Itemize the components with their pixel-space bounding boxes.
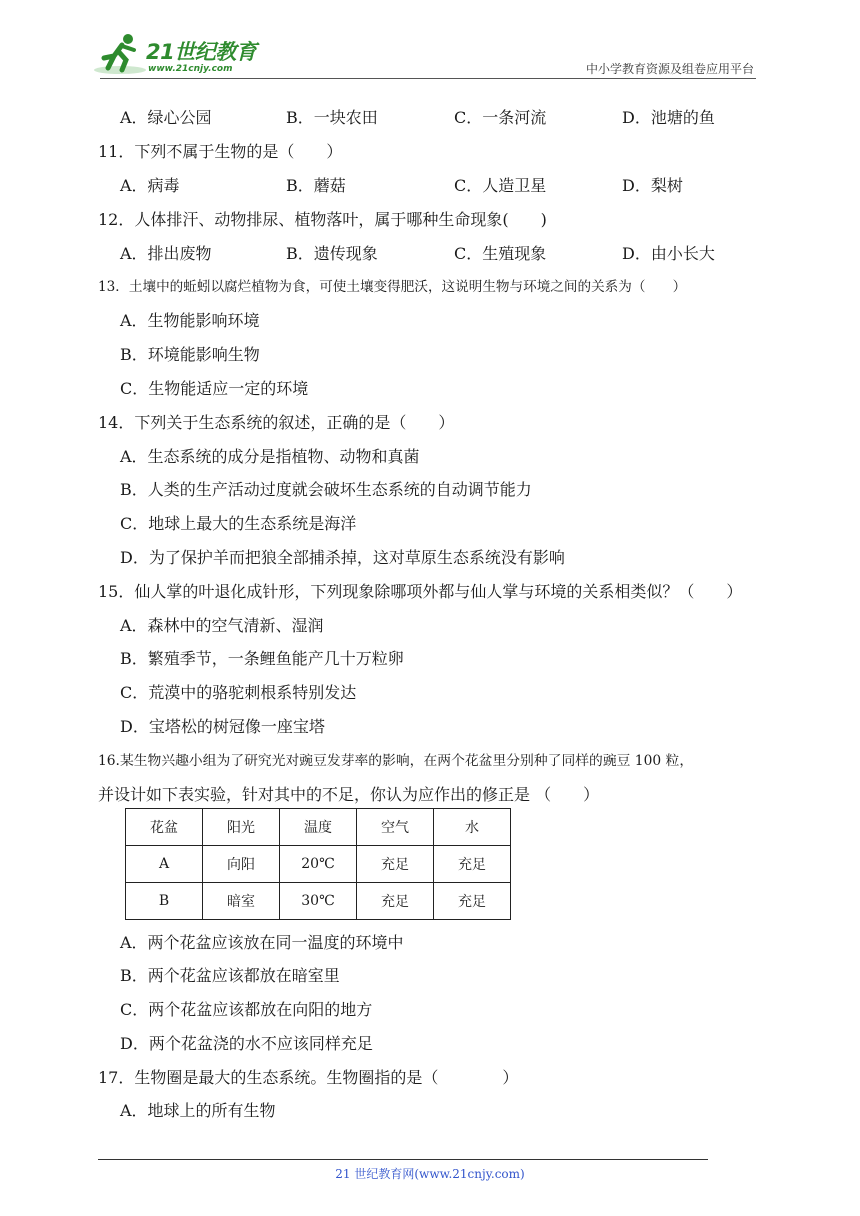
q12-option-b: B．遗传现象 xyxy=(286,244,378,263)
table-header-cell: 阳光 xyxy=(203,809,280,846)
runner-logo-icon xyxy=(92,30,148,76)
q15-stem: 15．仙人掌的叶退化成针形，下列现象除哪项外都与仙人掌与环境的关系相类似？（ ） xyxy=(98,582,743,601)
table-cell: B xyxy=(126,883,203,920)
q13-stem: 13．土壤中的蚯蚓以腐烂植物为食，可使土壤变得肥沃，这说明生物与环境之间的关系为（ ） xyxy=(98,279,687,295)
q14-option-a: A．生态系统的成分是指植物、动物和真菌 xyxy=(120,447,420,466)
q13-option-c: C．生物能适应一定的环境 xyxy=(120,379,309,398)
q16-stem-line1: 16.某生物兴趣小组为了研究光对豌豆发芽率的影响，在两个花盆里分别种了同样的豌豆 100 粒， xyxy=(98,753,694,769)
q11-stem: 11．下列不属于生物的是（ ） xyxy=(98,142,343,161)
table-cell: 充足 xyxy=(357,846,434,883)
q10-option-d: D．池塘的鱼 xyxy=(622,108,715,127)
q13-option-a: A．生物能影响环境 xyxy=(120,311,260,330)
q15-option-d: D．宝塔松的树冠像一座宝塔 xyxy=(120,717,325,736)
table-header-row xyxy=(126,809,511,846)
q17-stem: 17．生物圈是最大的生态系统。生物圈指的是（ ） xyxy=(98,1068,519,1087)
q16-option-b: B．两个花盆应该都放在暗室里 xyxy=(120,966,340,985)
logo-title: 21世纪教育 xyxy=(146,40,257,64)
q15-option-b: B．繁殖季节，一条鲤鱼能产几十万粒卵 xyxy=(120,649,404,668)
table-cell: 充足 xyxy=(357,883,434,920)
q15-option-a: A．森林中的空气清新、湿润 xyxy=(120,616,324,635)
q12-stem: 12．人体排汗、动物排尿、植物落叶，属于哪种生命现象( ) xyxy=(98,210,547,229)
q10-option-b: B．一块农田 xyxy=(286,108,378,127)
table-cell: 暗室 xyxy=(203,883,280,920)
q11-option-a: A．病毒 xyxy=(120,176,180,195)
table-cell: 20℃ xyxy=(280,846,357,883)
page-header xyxy=(0,0,860,82)
q10-option-c: C．一条河流 xyxy=(454,108,547,127)
footer-divider xyxy=(98,1159,708,1160)
q14-option-b: B．人类的生产活动过度就会破坏生态系统的自动调节能力 xyxy=(120,480,532,499)
table-row xyxy=(126,883,511,920)
logo-url: www.21cnjy.com xyxy=(148,64,233,74)
q15-option-c: C．荒漠中的骆驼刺根系特别发达 xyxy=(120,683,357,702)
table-header-cell: 空气 xyxy=(357,809,434,846)
q14-option-c: C．地球上最大的生态系统是海洋 xyxy=(120,514,357,533)
header-divider xyxy=(100,78,756,79)
q10-option-a: A．绿心公园 xyxy=(120,108,212,127)
q12-option-a: A．排出废物 xyxy=(120,244,212,263)
q12-option-c: C．生殖现象 xyxy=(454,244,547,263)
q16-stem-line2: 并设计如下表实验，针对其中的不足，你认为应作出的修正是 （ ） xyxy=(98,785,600,804)
q12-option-d: D．由小长大 xyxy=(622,244,715,263)
table-cell: 30℃ xyxy=(280,883,357,920)
q16-option-d: D．两个花盆浇的水不应该同样充足 xyxy=(120,1034,373,1053)
q11-option-c: C．人造卫星 xyxy=(454,176,547,195)
q16-option-c: C．两个花盆应该都放在向阳的地方 xyxy=(120,1000,373,1019)
q17-option-a: A．地球上的所有生物 xyxy=(120,1101,276,1120)
q11-option-d: D．梨树 xyxy=(622,176,683,195)
table-cell: A xyxy=(126,846,203,883)
table-cell: 充足 xyxy=(434,846,511,883)
table-row xyxy=(126,846,511,883)
table-cell: 向阳 xyxy=(203,846,280,883)
table-cell: 充足 xyxy=(434,883,511,920)
q14-option-d: D．为了保护羊而把狼全部捕杀掉，这对草原生态系统没有影响 xyxy=(120,548,565,567)
experiment-table xyxy=(125,808,511,920)
q16-option-a: A．两个花盆应该放在同一温度的环境中 xyxy=(120,933,404,952)
logo xyxy=(92,30,262,80)
table-header-cell: 温度 xyxy=(280,809,357,846)
table-header-cell: 花盆 xyxy=(126,809,203,846)
platform-name: 中小学教育资源及组卷应用平台 xyxy=(585,62,754,76)
q11-option-b: B．蘑菇 xyxy=(286,176,346,195)
footer-text: 21 世纪教育网(www.21cnjy.com) xyxy=(335,1167,525,1181)
q14-stem: 14．下列关于生态系统的叙述，正确的是（ ） xyxy=(98,413,455,432)
q13-option-b: B．环境能影响生物 xyxy=(120,345,260,364)
table-header-cell: 水 xyxy=(434,809,511,846)
